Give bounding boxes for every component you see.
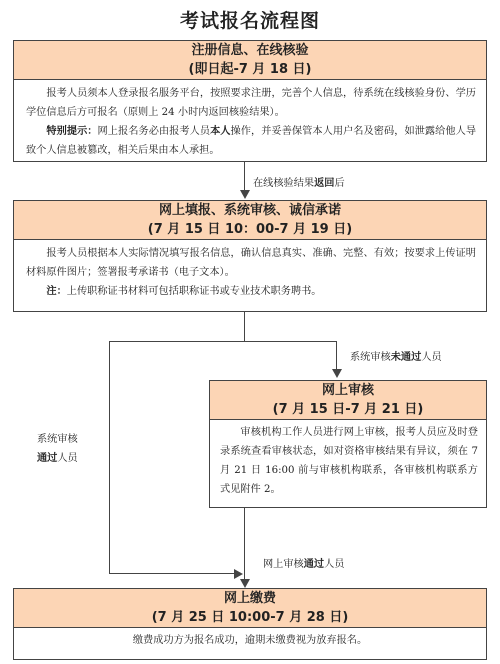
- step-payment-text: 缴费成功方为报名成功，逾期未缴费视为放弃报名。: [132, 635, 368, 646]
- branch-right-line: [336, 341, 337, 369]
- connector-line-3: [244, 507, 245, 579]
- step-register-box: [13, 40, 487, 162]
- step-payment-title: 网上缴费: [223, 591, 276, 606]
- note-label: 注：: [46, 285, 67, 297]
- note-text: 上传职称证书材料可包括职称证书或专业技术职务聘书。: [66, 286, 322, 297]
- connector-label-1: 在线核验结果返回后: [253, 177, 345, 189]
- step-submit-text: 报考人员根据本人实际情况填写报名信息，确认信息真实、准确、完整、有效；按要求上传证明材料原件图片；签署报考承诺书（电子文本）。: [26, 248, 476, 278]
- step-payment-body: [14, 628, 486, 653]
- step-submit-header: [14, 201, 486, 240]
- step-register-text: 报考人员须本人登录报名服务平台，按照要求注册，完善个人信息，待系统在线核验身份、学历学位信息后方可报名（原则上 24 小时内返回核验结果）。: [26, 88, 476, 118]
- arrow-down-icon: [240, 190, 250, 199]
- step-payment-date: (7 月 25 日 10:00-7 月 28 日): [151, 610, 349, 625]
- step-register-header: [14, 41, 486, 80]
- step-submit-title: 网上填报、系统审核、诚信承诺: [158, 203, 341, 218]
- branch-right-label: 系统审核未通过人员: [350, 351, 442, 363]
- page-title: 考试报名流程图: [179, 10, 320, 32]
- step-submit-body: [14, 240, 486, 305]
- tip-text-bold: 本人: [210, 125, 231, 137]
- arrow-right-icon: [234, 569, 243, 579]
- step-review-date: (7 月 15 日-7 月 21 日): [272, 402, 424, 417]
- step-register-title: 注册信息、在线核验: [191, 43, 309, 58]
- branch-left-line: [109, 341, 110, 573]
- step-review-header: [210, 381, 486, 420]
- step-review-title: 网上审核: [321, 383, 374, 398]
- step-payment-box: [13, 588, 487, 660]
- tip-text-post: 操作，并妥善保管本人用户名及密码，如泄露给他人导致个人信息被篡改，相关后果由本人承担。: [26, 126, 477, 156]
- connector-line-1: [244, 161, 245, 191]
- branch-stem-line: [244, 311, 245, 341]
- step-register-date: (即日起-7 月 18 日): [188, 62, 312, 77]
- arrow-down-icon: [332, 369, 342, 378]
- branch-horizontal-line: [109, 341, 337, 342]
- tip-text-pre: 网上报名务必由报考人员: [97, 126, 211, 137]
- step-payment-header: [14, 589, 486, 628]
- step-register-tip: [26, 122, 476, 160]
- step-submit-note: [26, 282, 476, 301]
- branch-left-bottom-line: [109, 573, 235, 574]
- step-submit-box: [13, 200, 487, 312]
- step-register-body: [14, 80, 486, 164]
- arrow-down-icon: [240, 579, 250, 588]
- tip-label: 特别提示：: [46, 125, 98, 137]
- branch-left-label: 系统审核 通过人员: [37, 434, 78, 464]
- step-review-text: 审核机构工作人员进行网上审核，报考人员应及时登录系统查看审核状态，如对资格审核结果有异议，须在 7 月 21 日 16:00 前与审核机构联系，各审核机构联系方式见附件 2。: [220, 427, 478, 495]
- connector-label-3: 网上审核通过人员: [263, 558, 345, 570]
- step-review-body: [210, 420, 486, 502]
- step-review-box: [209, 380, 487, 508]
- step-submit-date: (7 月 15 日 10：00-7 月 19 日): [147, 222, 353, 237]
